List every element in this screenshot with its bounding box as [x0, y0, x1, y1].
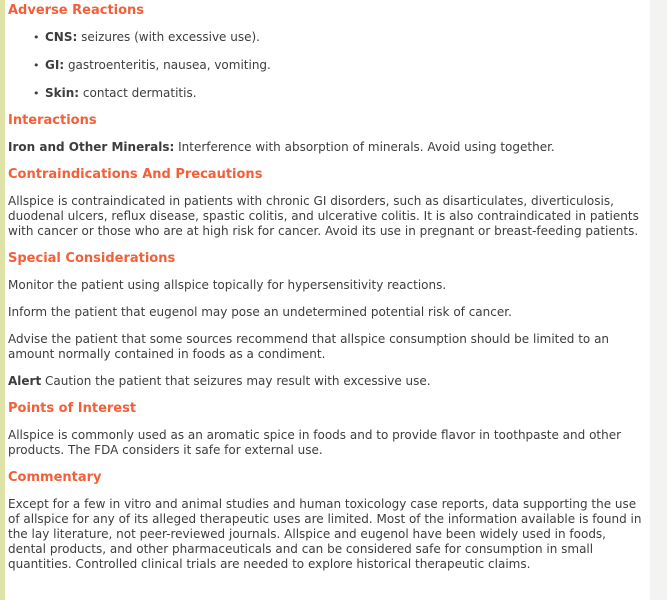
section-heading: Commentary [8, 470, 102, 485]
paragraph-text: Monitor the patient using allspice topically for hypersensitivity reactions. [8, 278, 447, 292]
paragraph-lead: Alert [8, 374, 42, 388]
list-item [45, 86, 642, 101]
section [8, 470, 642, 572]
section [8, 3, 642, 101]
section [8, 401, 642, 458]
paragraph [8, 374, 642, 389]
right-gutter-column [650, 0, 667, 600]
paragraph-text: Allspice is contraindicated in patients with chronic GI disorders, such as disarticulates, diverticulosis, duodenal ulcers, reflux disease, spastic colitis, and ulcerative colitis. It is also contraindicated in patients with cancer or those who are at high risk for cancer. Avoid its use in pregnant or breast-feeding patients. [8, 194, 639, 238]
list-item [45, 30, 642, 45]
list-item-lead: CNS: [45, 30, 78, 44]
bullet-list [8, 30, 642, 101]
list-item [45, 58, 642, 73]
paragraph [8, 278, 642, 293]
paragraph-text: Except for a few in vitro and animal studies and human toxicology case reports, data supporting the use of allspice for any of its alleged therapeutic uses are limited. Most of the information available is found in the lay literature, not peer-reviewed journals. Allspice and eugenol have been widely used in foods, dental products, and other pharmaceuticals and can be considered safe for consumption in small quantities. Controlled clinical trials are needed to explore historical therapeutic claims. [8, 497, 642, 571]
paragraph-lead: Iron and Other Minerals: [8, 140, 175, 154]
paragraph-text: Caution the patient that seizures may result with excessive use. [41, 374, 431, 388]
paragraph [8, 428, 642, 458]
list-item-text: seizures (with excessive use). [77, 30, 260, 44]
section-heading: Interactions [8, 113, 97, 128]
paragraph-text: Advise the patient that some sources recommend that allspice consumption should be limited to an amount normally contained in foods as a condiment. [8, 332, 610, 361]
paragraph [8, 305, 642, 320]
section-heading: Adverse Reactions [8, 3, 145, 18]
list-item-text: contact dermatitis. [79, 86, 197, 100]
list-item-text: gastroenteritis, nausea, vomiting. [64, 58, 271, 72]
section [8, 167, 642, 239]
paragraph [8, 332, 642, 362]
paragraph-text: Allspice is commonly used as an aromatic spice in foods and to provide flavor in toothpaste and other products. The FDA considers it safe for external use. [8, 428, 622, 457]
section-heading: Contraindications And Precautions [8, 167, 263, 182]
section [8, 251, 642, 389]
list-item-lead: Skin: [45, 86, 80, 100]
section-heading: Special Considerations [8, 251, 176, 266]
section [8, 113, 642, 155]
paragraph [8, 194, 642, 239]
paragraph [8, 497, 642, 572]
paragraph-text: Interference with absorption of minerals. Avoid using together. [174, 140, 555, 154]
document-content [5, 0, 650, 584]
paragraph [8, 140, 642, 155]
paragraph-text: Inform the patient that eugenol may pose an undetermined potential risk of cancer. [8, 305, 512, 319]
list-item-lead: GI: [45, 58, 65, 72]
section-heading: Points of Interest [8, 401, 137, 416]
